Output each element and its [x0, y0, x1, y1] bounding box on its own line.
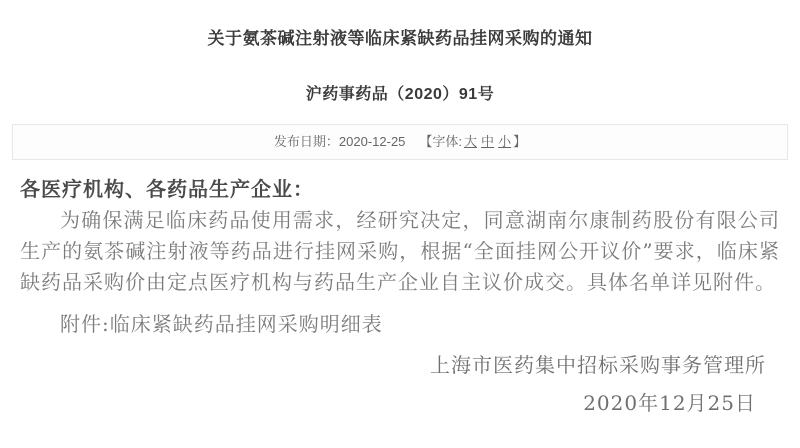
- issue-date: 2020年12月25日: [583, 391, 756, 415]
- salutation-line: 各医疗机构、各药品生产企业：: [20, 177, 314, 201]
- issuing-organization: 上海市医药集中招标采购事务管理所: [430, 353, 766, 377]
- document-number: 沪药事药品（2020）91号: [305, 86, 495, 103]
- publish-date-value: 2020-12-25: [338, 134, 406, 149]
- publish-date-label: 发布日期：: [273, 134, 339, 149]
- attachment-line: 附件:临床紧缺药品挂网采购明细表: [60, 312, 383, 336]
- font-size-label: 【字体:: [419, 134, 463, 149]
- signature-block: [20, 346, 780, 422]
- font-size-large-link[interactable]: 大: [464, 134, 478, 149]
- page-title: 关于氨茶碱注射液等临床紧缺药品挂网采购的通知: [207, 29, 593, 48]
- font-size-label-suffix: 】: [513, 134, 527, 149]
- font-size-medium-link[interactable]: 中: [481, 134, 495, 149]
- notice-body: [20, 174, 780, 422]
- publish-meta-bar: [12, 124, 788, 160]
- body-paragraph: 为确保满足临床药品使用需求，经研究决定，同意湖南尔康制药股份有限公司生产的氨茶碱注射液等药品进行挂网采购，根据“全面挂网公开议价”要求，临床紧缺药品采购价由定点医疗机构与药品生产企业自主议价成交。具体名单详见附件。: [20, 208, 780, 294]
- font-size-small-link[interactable]: 小: [498, 134, 512, 149]
